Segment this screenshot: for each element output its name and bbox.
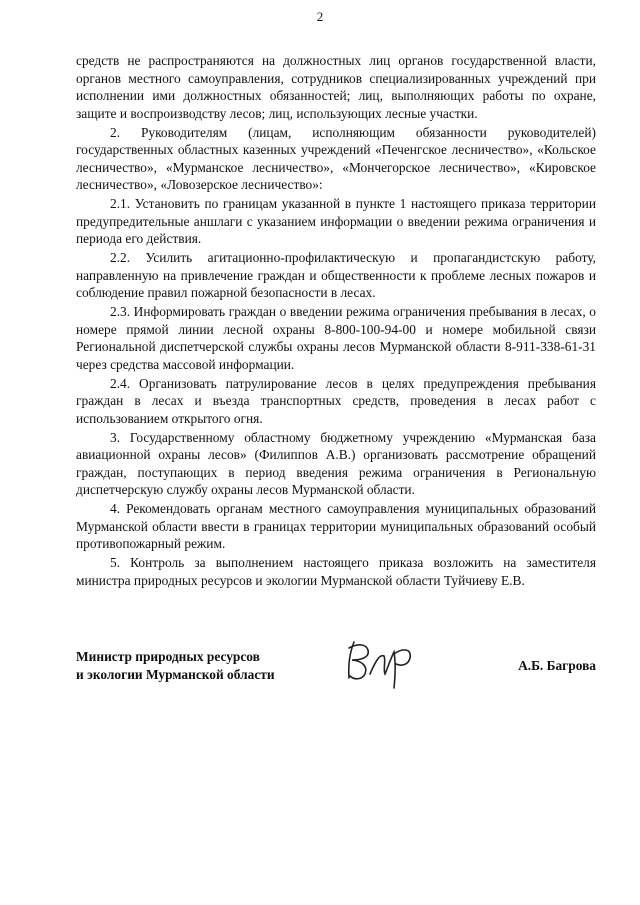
signature-block	[76, 648, 596, 718]
paragraph-2-2: 2.2. Усилить агитационно-профилактическую и пропагандистскую работу, направленную на привлечение граждан и общественности к проблеме лесных пожаров и соблюдение правил пожарной безопасности в лесах.	[76, 250, 596, 300]
signatory-title-line-1: Министр природных ресурсов	[76, 649, 260, 664]
document-body	[76, 52, 596, 589]
paragraph-1-continuation: средств не распространяются на должностных лиц органов государственной власти, органов местного самоуправления, сотрудников специализированных учреждений при исполнении ими должностных обязанностей; лиц, выполняющих работы по охране, защите и воспроизводству лесов; лиц, использующих лесные участки.	[76, 53, 596, 121]
paragraph-2-3: 2.3. Информировать граждан о введении режима ограничения пребывания в лесах, о номере прямой линии лесной охраны 8-800-100-94-00 и номере мобильной связи Региональной диспетчерской службы охраны лесов Мурманской области 8-911-338-61-31 через средства массовой информации.	[76, 304, 596, 372]
paragraph-3: 3. Государственному областному бюджетному учреждению «Мурманская база авиационной охраны лесов» (Филиппов А.В.) организовать рассмотрение обращений граждан, поступающих в период введения режима ограничения в Региональную диспетчерскую службу охраны лесов Мурманской области.	[76, 429, 596, 497]
paragraph-4: 4. Рекомендовать органам местного самоуправления муниципальных образований Мурманской области ввести в границах территории муниципальных образований особый противопожарный режим.	[76, 501, 596, 551]
signatory-title	[76, 648, 275, 684]
signatory-name: А.Б. Багрова	[518, 658, 596, 673]
paragraph-2: 2. Руководителям (лицам, исполняющим обязанности руководителей) государственных областных казенных учреждений «Печенгское лесничество», «Кольское лесничество», «Мурманское лесничество», «Мончегорское лесничество», «Кировское лесничество», «Ловозерское лесничество»:	[76, 124, 596, 192]
page-number: 2	[316, 9, 324, 24]
paragraph-2-4: 2.4. Организовать патрулирование лесов в целях предупреждения пребывания граждан в лесах и въезда транспортных средств, проведения в лесах работ с использованием открытого огня.	[76, 375, 596, 426]
paragraph-5: 5. Контроль за выполнением настоящего приказа возложить на заместителя министра природных ресурсов и экологии Мурманской области Туйчиеву Е.В.	[76, 555, 596, 588]
paragraph-2-1: 2.1. Установить по границам указанной в пункте 1 настоящего приказа территории предупредительные аншлаги с указанием информации о введении режима ограничения и периода его действия.	[76, 196, 596, 246]
handwritten-signature-icon	[340, 634, 430, 692]
signatory-title-line-2: и экологии Мурманской области	[76, 667, 275, 682]
